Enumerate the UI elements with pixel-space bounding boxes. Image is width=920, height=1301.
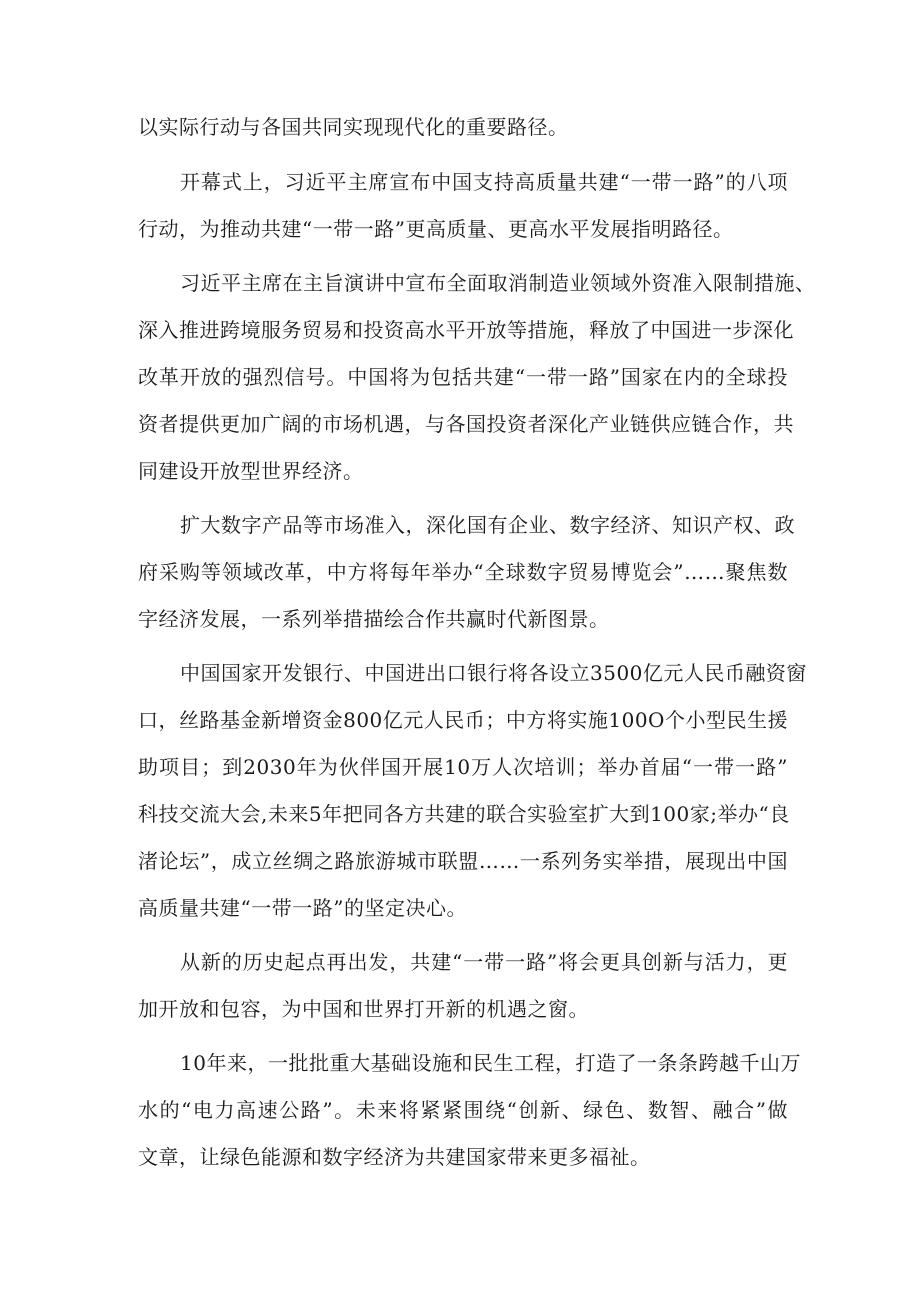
paragraph-line: 以实际行动与各国共同实现现代化的重要路径。 <box>138 115 569 139</box>
paragraph-line: 高质量共建“一带一路”的坚定决心。 <box>138 896 467 920</box>
paragraph-line: 文章，让绿色能源和数字经济为共建国家带来更多福祉。 <box>138 1145 651 1169</box>
paragraph-line: 水的“电力高速公路”。未来将紧紧围绕“创新、绿色、数智、融合”做 <box>138 1098 788 1122</box>
paragraph-line: 10年来，一批批重大基础设施和民生工程，打造了一条条跨越千山万 <box>180 1051 801 1075</box>
paragraph-line: 字经济发展，一系列举措描绘合作共赢时代新图景。 <box>138 607 610 631</box>
paragraph-line: 习近平主席在主旨演讲中宣布全面取消制造业领域外资准入限制措施、 <box>180 271 816 295</box>
paragraph-line: 同建设开放型世界经济。 <box>138 459 364 483</box>
paragraph-line: 府采购等领域改革，中方将每年举办“全球数字贸易博览会”……聚焦数 <box>138 560 788 584</box>
paragraph-line: 资者提供更加广阔的市场机遇，与各国投资者深化产业链供应链合作，共 <box>138 412 794 436</box>
paragraph-line: 科技交流大会,未来5年把同各方共建的联合实验室扩大到100家;举办“良 <box>138 802 790 826</box>
paragraph-line: 行动，为推动共建“一带一路”更高质量、更高水平发展指明路径。 <box>138 217 734 241</box>
paragraph-line: 加开放和包容，为中国和世界打开新的机遇之窗。 <box>138 997 589 1021</box>
paragraph-line: 渚论坛”，成立丝绸之路旅游城市联盟……一系列务实举措，展现出中国 <box>138 849 788 873</box>
paragraph-line: 开幕式上，习近平主席宣布中国支持高质量共建“一带一路”的八项 <box>180 170 788 194</box>
paragraph-line: 中国国家开发银行、中国进出口银行将各设立3500亿元人民币融资窗 <box>180 661 807 685</box>
paragraph-line: 扩大数字产品等市场准入，深化国有企业、数字经济、知识产权、政 <box>180 513 795 537</box>
paragraph-line: 从新的历史起点再出发，共建“一带一路”将会更具创新与活力，更 <box>180 950 788 974</box>
paragraph-line: 助项目；到2030年为伙伴国开展10万人次培训；举办首届“一带一路” <box>138 755 788 779</box>
paragraph-line: 深入推进跨境服务贸易和投资高水平开放等措施，释放了中国进一步深化 <box>138 318 794 342</box>
paragraph-line: 口，丝路基金新增资金800亿元人民币；中方将实施100O个小型民生援 <box>138 708 788 732</box>
paragraph-line: 改革开放的强烈信号。中国将为包括共建“一带一路”国家在内的全球投 <box>138 365 788 389</box>
